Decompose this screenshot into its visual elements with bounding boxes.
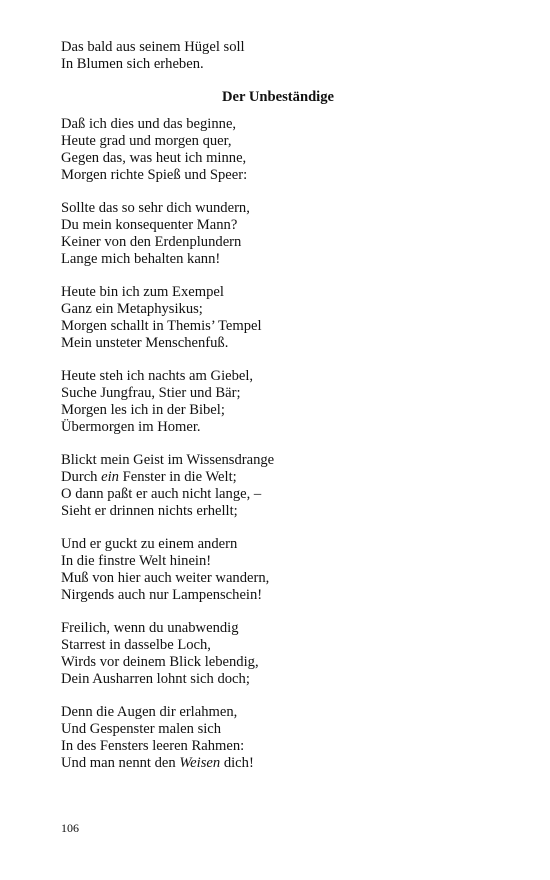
stanza-2 [61,200,481,268]
page-body [61,39,481,788]
verse-line: Heute bin ich zum Exempel [61,284,224,300]
verse-line: Morgen schallt in Themis’ Tempel [61,318,262,334]
verse-line: Freilich, wenn du unabwendig [61,620,239,636]
verse-line [61,469,481,486]
verse-line: In die finstre Welt hinein! [61,553,212,569]
intro-stanza [61,39,481,73]
verse-line: Übermorgen im Homer. [61,419,201,435]
poem-title: Der Unbeständige [221,89,335,105]
verse-line: Und er guckt zu einem andern [61,536,238,552]
verse-line [61,755,481,772]
verse-line: In Blumen sich erheben. [61,56,204,72]
verse-line: O dann paßt er auch nicht lange, – [61,486,262,502]
verse-line: Wirds vor deinem Blick lebendig, [61,654,259,670]
verse-line: Gegen das, was heut ich minne, [61,150,247,166]
verse-line: Und Gespenster malen sich [61,721,222,737]
verse-text: Durch [61,469,102,485]
page-number: 106 [61,821,79,835]
stanza-8 [61,704,481,772]
verse-line: Du mein konsequenter Mann? [61,217,238,233]
stanza-6 [61,536,481,604]
verse-line: Das bald aus seinem Hügel soll [61,39,245,55]
verse-line: Daß ich dies und das beginne, [61,116,237,132]
verse-text: Fenster in die Welt; [118,469,237,485]
stanza-3 [61,284,481,352]
verse-line: Heute steh ich nachts am Giebel, [61,368,254,384]
verse-line: Blickt mein Geist im Wissensdrange [61,452,275,468]
stanza-4 [61,368,481,436]
verse-line: Sieht er drinnen nichts erhellt; [61,503,238,519]
verse-text: Und man nennt den [61,755,180,771]
verse-line: Suche Jungfrau, Stier und Bär; [61,385,241,401]
verse-line: Ganz ein Metaphysikus; [61,301,203,317]
verse-line: Heute grad und morgen quer, [61,133,232,149]
stanza-5 [61,452,481,520]
verse-line: Morgen les ich in der Bibel; [61,402,225,418]
stanza-7 [61,620,481,688]
verse-line: Lange mich behalten kann! [61,251,221,267]
verse-line: Muß von hier auch weiter wandern, [61,570,270,586]
emphasized-word: ein [101,469,119,485]
verse-line: Nirgends auch nur Lampenschein! [61,587,263,603]
verse-line: Keiner von den Erdenplundern [61,234,242,250]
verse-line: Denn die Augen dir erlahmen, [61,704,238,720]
verse-line: Starrest in dasselbe Loch, [61,637,211,653]
verse-line: Dein Ausharren lohnt sich doch; [61,671,250,687]
verse-text: dich! [220,755,254,771]
verse-line: Morgen richte Spieß und Speer: [61,167,248,183]
verse-line: In des Fensters leeren Rahmen: [61,738,245,754]
emphasized-word: Weisen [179,755,221,771]
verse-line: Sollte das so sehr dich wundern, [61,200,250,216]
stanza-1 [61,116,481,184]
verse-line: Mein unsteter Menschenfuß. [61,335,229,351]
